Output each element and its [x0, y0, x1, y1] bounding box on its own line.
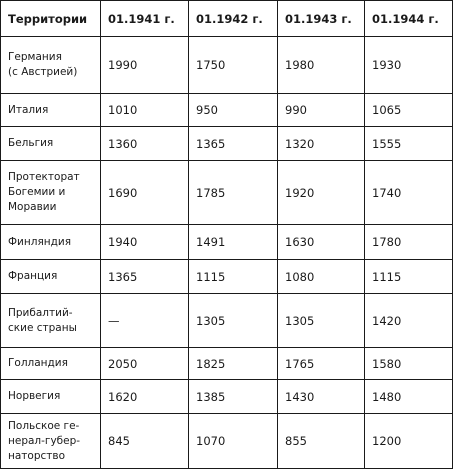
territory-cell: Франция [1, 260, 101, 294]
value-cell: 1385 [189, 380, 278, 414]
value-cell: 855 [278, 414, 365, 469]
value-cell: 845 [101, 414, 189, 469]
value-cell: 1200 [365, 414, 453, 469]
territory-cell: Германия (с Австрией) [1, 37, 101, 94]
value-cell: 1430 [278, 380, 365, 414]
value-cell: 1365 [101, 260, 189, 294]
header-1942: 01.1942 г. [189, 1, 278, 37]
value-cell: 1491 [189, 225, 278, 260]
table-row [1, 348, 453, 380]
value-cell: 1630 [278, 225, 365, 260]
table-row [1, 414, 453, 469]
value-cell: 1320 [278, 127, 365, 161]
value-cell: 1305 [278, 294, 365, 348]
territory-cell: Италия [1, 94, 101, 127]
territory-cell: Прибалтий- ские страны [1, 294, 101, 348]
value-cell: 1990 [101, 37, 189, 94]
value-cell: 1920 [278, 161, 365, 225]
table-row [1, 225, 453, 260]
territory-cell: Голландия [1, 348, 101, 380]
header-territories: Территории [1, 1, 101, 37]
value-cell: 1070 [189, 414, 278, 469]
value-cell: 1750 [189, 37, 278, 94]
table-row [1, 37, 453, 94]
value-cell: 950 [189, 94, 278, 127]
value-cell: 1010 [101, 94, 189, 127]
value-cell: 1555 [365, 127, 453, 161]
value-cell: 1065 [365, 94, 453, 127]
table-row [1, 260, 453, 294]
value-cell: 1980 [278, 37, 365, 94]
table-row [1, 161, 453, 225]
table-row [1, 294, 453, 348]
territory-cell: Протекторат Богемии и Моравии [1, 161, 101, 225]
value-cell: 1480 [365, 380, 453, 414]
value-cell: 1930 [365, 37, 453, 94]
value-cell: 1620 [101, 380, 189, 414]
header-1943: 01.1943 г. [278, 1, 365, 37]
header-1944: 01.1944 г. [365, 1, 453, 37]
value-cell: 1940 [101, 225, 189, 260]
value-cell: 1690 [101, 161, 189, 225]
value-cell: 1365 [189, 127, 278, 161]
territory-cell: Бельгия [1, 127, 101, 161]
value-cell: 990 [278, 94, 365, 127]
table-row [1, 380, 453, 414]
value-cell: 2050 [101, 348, 189, 380]
value-cell: — [101, 294, 189, 348]
value-cell: 1360 [101, 127, 189, 161]
territory-cell: Норвегия [1, 380, 101, 414]
header-1941: 01.1941 г. [101, 1, 189, 37]
table-row [1, 127, 453, 161]
value-cell: 1420 [365, 294, 453, 348]
value-cell: 1080 [278, 260, 365, 294]
territory-cell: Финляндия [1, 225, 101, 260]
value-cell: 1825 [189, 348, 278, 380]
value-cell: 1780 [365, 225, 453, 260]
header-row [1, 1, 453, 37]
value-cell: 1115 [365, 260, 453, 294]
value-cell: 1740 [365, 161, 453, 225]
territory-cell: Польское ге- нерал-губер- наторство [1, 414, 101, 469]
value-cell: 1765 [278, 348, 365, 380]
value-cell: 1580 [365, 348, 453, 380]
value-cell: 1305 [189, 294, 278, 348]
value-cell: 1115 [189, 260, 278, 294]
table-row [1, 94, 453, 127]
value-cell: 1785 [189, 161, 278, 225]
